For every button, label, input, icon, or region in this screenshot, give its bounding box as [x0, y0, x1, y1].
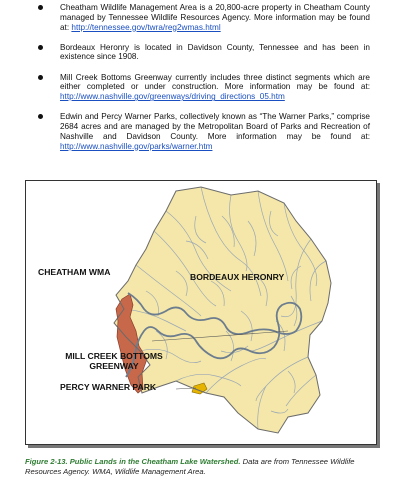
caption-body: Data are from Tennessee Wildlife Resources Agency. WMA, Wildlife Management Area. [25, 457, 355, 476]
label-percy-warner-park: PERCY WARNER PARK [60, 382, 157, 392]
label-mill-creek-line1: MILL CREEK BOTTOMS [65, 351, 163, 361]
figure-caption [25, 457, 375, 476]
watershed-map [26, 181, 376, 444]
bullet-text: Bordeaux Heronry is located in Davidson County, Tennessee and has been in existence since 1908. [60, 42, 370, 62]
bullet-dot-icon [38, 75, 43, 80]
bullet-list [38, 3, 370, 162]
bullet-text: Cheatham Wildlife Management Area is a 20,800-acre property in Cheatham County managed by Tennessee Wildlife Resources Agency. More information may be found at: [60, 3, 370, 32]
bullet-item-cheatham [38, 3, 370, 32]
bullet-dot-icon [38, 114, 43, 119]
bullet-item-bordeaux [38, 43, 370, 63]
bullet-link[interactable]: http://tennessee.gov/twra/reg2wmas.html [71, 22, 221, 32]
bullet-item-warner [38, 112, 370, 151]
label-bordeaux-heronry: BORDEAUX HERONRY [190, 272, 285, 282]
label-mill-creek [54, 351, 174, 371]
bullet-text: Mill Creek Bottoms Greenway currently includes three distinct segments which are either completed or under construction. More information may be found at: [60, 72, 370, 92]
bullet-text: Edwin and Percy Warner Parks, collectively known as “The Warner Parks,” comprise 2684 acres and are managed by the Metropolitan Board of Parks and Recreation of Nashville and Davidson County. More information may be found at: [60, 112, 370, 141]
label-cheatham-wma: CHEATHAM WMA [38, 267, 111, 277]
bullet-link[interactable]: http://www.nashville.gov/greenways/driving_directions_05.htm [60, 92, 285, 102]
caption-title: Figure 2-13. Public Lands in the Cheatham Lake Watershed. [25, 457, 241, 466]
bullet-link[interactable]: http://www.nashville.gov/parks/warner.htm [60, 141, 213, 151]
label-mill-creek-line2: GREENWAY [89, 361, 139, 371]
bullet-dot-icon [38, 45, 43, 50]
bullet-dot-icon [38, 5, 43, 10]
bullet-item-millcreek [38, 73, 370, 102]
watershed-map-figure [25, 180, 377, 445]
